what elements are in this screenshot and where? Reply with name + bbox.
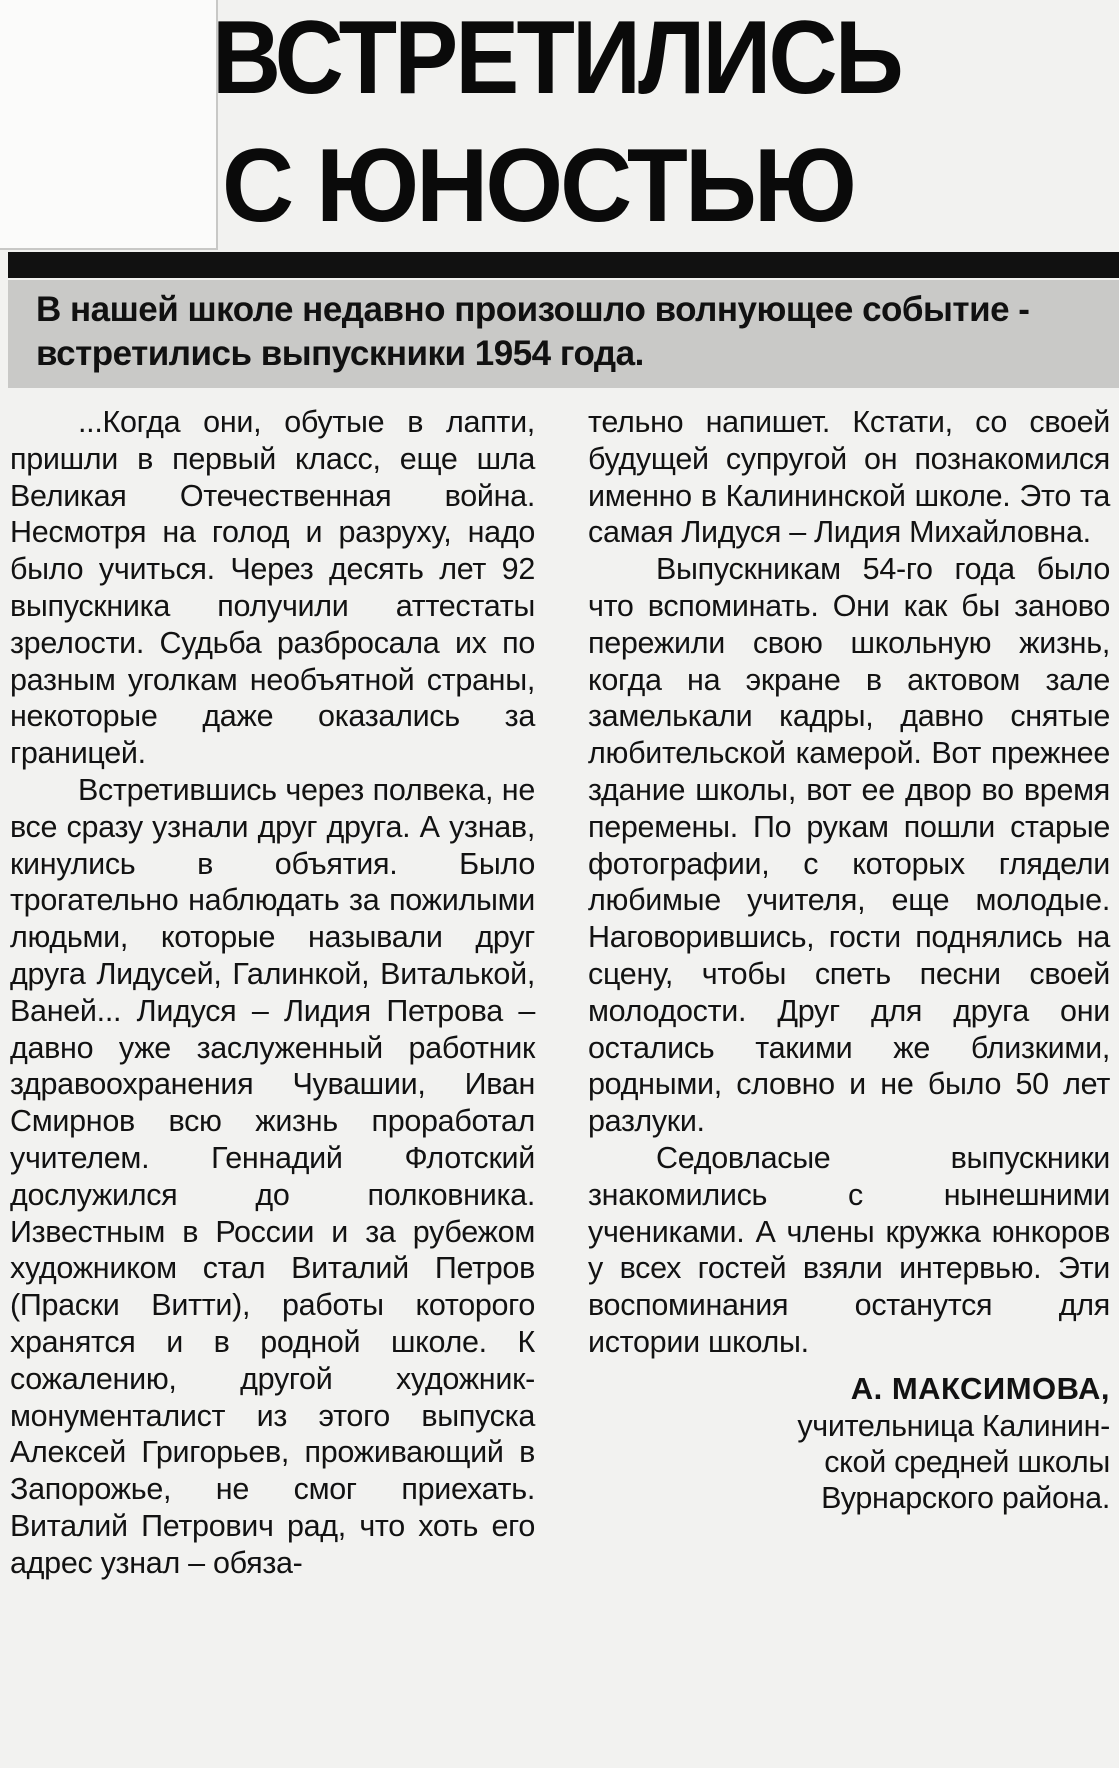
lead-box <box>8 280 1119 388</box>
author-role-line-2: ской средней школы <box>824 1444 1110 1479</box>
author-role-line-3: Вурнарского района. <box>821 1480 1110 1515</box>
paragraph: тельно напишет. Кстати, со своей будущей супругой он познакомился именно в Калининской школе. Это та самая Лидуся – Лидия Михайловна. <box>588 405 1110 550</box>
paragraph: Встретившись через полвека, не все сразу узнали друг друга. А узнав, кинулись в объятия. Было трогательно наблюдать за пожилыми людьми, которые называли друг друга Лидусей, Галинкой, Виталькой, Ваней... Лидуся – Лидия Петрова – давно уже заслуженный работник здравоохранения Чувашии, Иван Смирнов всю жизнь проработал учителем. Геннадий Флотский дослужился до полковника. Известным в России и за рубежом художником стал Виталий Петров (Праски Витти), работы которого хранятся и в родной школе. К сожалению, другой художник-монументалист из этого выпуска Алексей Григорьев, проживающий в Запорожье, не смог приехать. Виталий Петрович рад, что хоть его адрес узнал – обяза- <box>10 772 535 1580</box>
paragraph: Выпускникам 54-го года было что вспоминать. Они как бы заново пережили свою школьную жизнь, когда на экране в актовом зале замелькали кадры, давно снятые любительской камерой. Вот прежнее здание школы, вот ее двор во время перемены. По рукам пошли старые фотографии, с которых глядели любимые учителя, еще молодые. Наговорившись, гости поднялись на сцену, чтобы спеть песни своей молодости. Друг для друга они остались такими же близкими, родными, словно и не было 50 лет разлуки. <box>588 552 1110 1139</box>
paragraph: Седовласые выпускники знакомились с нынешними учениками. А члены кружка юнкоров у всех гостей взяли интервью. Эти воспоминания останутся для истории школы. <box>588 1140 1110 1359</box>
headline-block <box>0 0 1119 250</box>
author-name: А. МАКСИМОВА, <box>850 1370 1110 1406</box>
headline-line-2: С ЮНОСТЬЮ <box>222 128 854 244</box>
paragraph: ...Когда они, обутые в лапти, пришли в первый класс, еще шла Великая Отечественная война. Несмотря на голод и разруху, надо было учиться. Через десять лет 92 выпускника получили аттестаты зрелости. Судьба разбросала их по разным уголкам необъятной страны, некоторые даже оказались за границей. <box>10 405 535 771</box>
lead-text: В нашей школе недавно произошло волнующее событие - встретились выпускники 1954 года. <box>36 290 1030 373</box>
black-rule <box>8 252 1119 278</box>
signature <box>588 1371 1110 1516</box>
left-column <box>10 404 535 1582</box>
author-role-line-1: учительница Калинин- <box>797 1408 1110 1443</box>
blank-corner-panel <box>0 0 218 250</box>
headline-line-1: ВСТРЕТИЛИСЬ <box>212 0 901 116</box>
right-column <box>588 404 1110 1516</box>
